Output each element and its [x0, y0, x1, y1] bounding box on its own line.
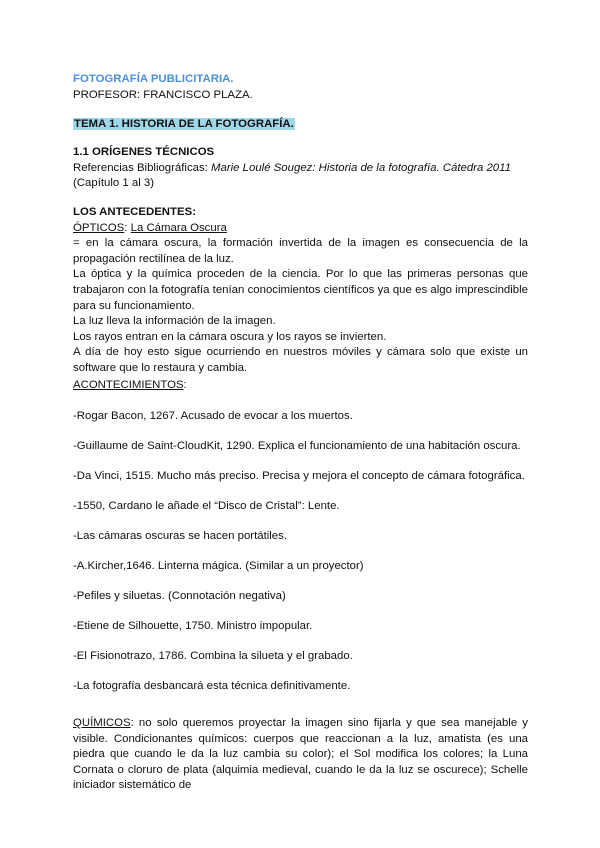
topic-title: TEMA 1. HISTORIA DE LA FOTOGRAFÍA. — [74, 118, 294, 130]
antecedentes-paragraph: A día de hoy esto sigue ocurriendo en nuestros móviles y cámara solo que existe un software que lo restaura y cambia. — [73, 346, 528, 374]
event-item: -Etiene de Silhouette, 1750. Ministro impopular. — [73, 620, 313, 632]
acontecimientos-title — [73, 378, 528, 394]
professor-line: PROFESOR: FRANCISCO PLAZA. — [73, 88, 253, 101]
section-title: 1.1 ORÍGENES TÉCNICOS — [73, 146, 215, 158]
event-item: -1550, Cardano le añade el “Disco de Cristal”: Lente. — [73, 500, 340, 512]
antecedentes-paragraph: La óptica y la química proceden de la ciencia. Por lo que las primeras personas que trabajaron con la fotografía tenían conocimientos científicos ya que es algo imprescindible para su funcionamiento. — [73, 268, 528, 312]
refs-prefix: Referencias Bibliográficas: — [73, 161, 212, 174]
event-item: -La fotografía desbancará esta técnica definitivamente. — [73, 680, 351, 692]
event-item: -Guillaume de Saint-CloudKit, 1290. Explica el funcionamiento de una habitación oscura. — [73, 440, 521, 452]
quimicos-text: : no solo queremos proyectar la imagen sino fijarla y que sea manejable y visible. Condicionantes químicos: cuerpos que reaccionan a la luz, amatista (es una piedra que cuando le da la luz cambia su color); el Sol modifica los colores; la Luna Cornata o cloruro de plata (alquimia medieval, cuando le da la luz se oscurece); Schelle iniciador sistemático de — [73, 717, 528, 792]
opticos-label: ÓPTICOS — [73, 221, 125, 234]
opticos-sep: : — [124, 221, 131, 234]
antecedentes-paragraph: = en la cámara oscura, la formación invertida de la imagen es consecuencia de la propagación rectilínea de la luz. — [73, 237, 528, 265]
acontecimientos-colon: : — [183, 379, 187, 391]
course-title: FOTOGRAFÍA PUBLICITARIA. — [73, 73, 234, 85]
acontecimientos-label: ACONTECIMIENTOS — [73, 379, 184, 391]
event-item: -Las cámaras oscuras se hacen portátiles. — [73, 530, 287, 542]
header-block — [73, 72, 528, 103]
antecedentes-block — [73, 205, 528, 377]
event-item: -Rogar Bacon, 1267. Acusado de evocar a los muertos. — [73, 410, 353, 422]
antecedentes-paragraph: La luz lleva la información de la imagen. — [73, 315, 276, 328]
topic-block — [73, 117, 528, 133]
refs-chapters: (Capítulo 1 al 3) — [73, 177, 155, 190]
antecedentes-title: LOS ANTECEDENTES: — [73, 206, 196, 218]
section-block — [73, 145, 528, 192]
quimicos-paragraph — [73, 716, 528, 794]
antecedentes-paragraph: Los rayos entran en la cámara oscura y los rayos se invierten. — [73, 330, 387, 343]
bibliography-refs — [73, 161, 528, 177]
event-item: -Pefiles y siluetas. (Connotación negativa) — [73, 590, 286, 602]
opticos-line — [73, 221, 528, 237]
event-item: -Da Vinci, 1515. Mucho más preciso. Precisa y mejora el concepto de cámara fotográfica. — [73, 470, 525, 482]
camara-oscura-label: La Cámara Oscura — [130, 221, 227, 234]
event-item: -A.Kircher,1646. Linterna mágica. (Similar a un proyector) — [73, 560, 364, 572]
refs-italic: Marie Loulé Sougez: Historia de la fotografía. Cátedra 2011 — [211, 161, 511, 174]
event-item: -El Fisionotrazo, 1786. Combina la silueta y el grabado. — [73, 650, 353, 662]
quimicos-label: QUÍMICOS — [73, 717, 131, 729]
